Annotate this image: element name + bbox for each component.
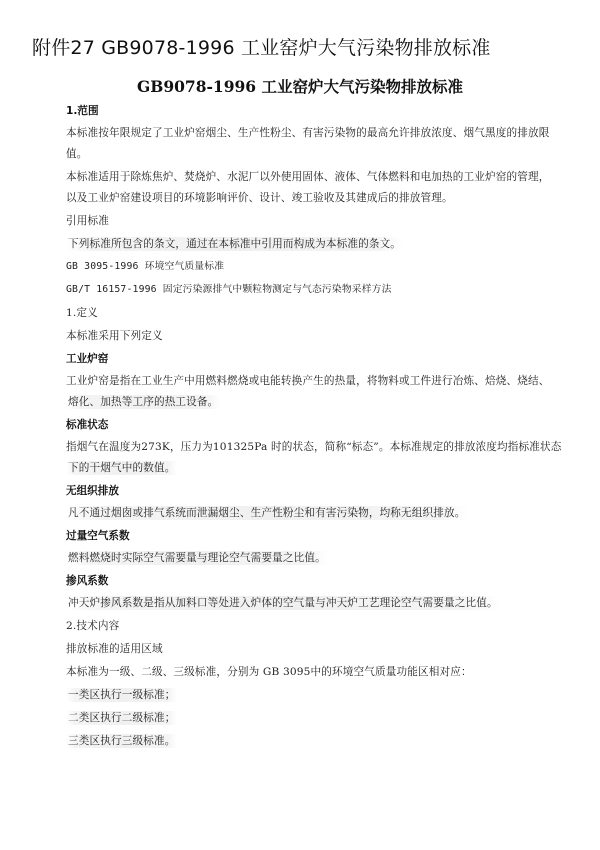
reference-item: GB/T 16157-1996 固定污染源排气中颗粒物测定与气态污染物采样方法 (66, 284, 392, 295)
list-item (66, 711, 546, 725)
term-definition-text: 凡不通过烟囱或排气系统而泄漏烟尘、生产性粉尘和有害污染物，均称无组织排放。 (68, 507, 466, 519)
term-definition-text: 冲天炉掺风系数是指从加料口等处进入炉体的空气量与冲天炉工艺理论空气需要量之比值。 (68, 597, 498, 609)
term-definition-text: 熔化、加热等工序的热工设备。 (68, 396, 219, 408)
section-heading-definitions: 1.定义 (66, 307, 98, 319)
term-title: 标准状态 (66, 419, 109, 431)
paragraph-line: 值。 (66, 148, 88, 160)
list-item-text: 三类区执行三级标准。 (68, 735, 176, 747)
list-item (66, 734, 546, 748)
paragraph-line: 本标准为一级、二级、三级标准，分别为 GB 3095中的环境空气质量功能区相对应： (66, 666, 472, 678)
subsection-title: 排放标准的适用区域 (66, 643, 163, 655)
section-heading-references: 引用标准 (66, 215, 109, 227)
paragraph-line: 本标准适用于除炼焦炉、焚烧炉、水泥厂以外使用固体、液体、气体燃料和电加热的工业炉窑的管理， (66, 171, 550, 183)
section-heading-technical: 2.技术内容 (66, 620, 120, 632)
paragraph-line: 以及工业炉窑建设项目的环境影响评价、设计、竣工验收及其建成后的排放管理。 (66, 192, 453, 204)
section-heading-scope: 1.范围 (66, 105, 99, 117)
term-definition-line (66, 551, 546, 565)
paragraph-line: 本标准按年限规定了工业炉窑烟尘、生产性粉尘、有害污染物的最高允许排放浓度、烟气黑度的排放限 (66, 127, 550, 139)
term-definition-text: 燃料燃烧时实际空气需要量与理论空气需要量之比值。 (68, 552, 326, 564)
term-title: 工业炉窑 (66, 353, 109, 365)
attachment-title: 附件27 GB9078-1996 工业窑炉大气污染物排放标准 (32, 37, 491, 59)
term-definition-text: 下的干烟气中的数值。 (68, 462, 176, 474)
reference-item: GB 3095-1996 环境空气质量标准 (66, 261, 225, 272)
document-body (66, 102, 562, 757)
term-definition-line (66, 461, 546, 475)
list-item-text: 二类区执行二级标准； (68, 712, 176, 724)
references-intro-text: 下列标准所包含的条文，通过在本标准中引用而构成为本标准的条文。 (68, 238, 402, 250)
term-definition-line (66, 596, 546, 610)
term-title: 无组织排放 (66, 485, 119, 497)
list-item (66, 688, 546, 702)
term-definition-line (66, 506, 546, 520)
references-intro (66, 237, 546, 251)
term-definition-line: 工业炉窑是指在工业生产中用燃料燃烧或电能转换产生的热量，将物料或工件进行冶炼、焙烧、烧结、 (66, 375, 550, 387)
term-definition-line: 指烟气在温度为273K，压力为101325Pa 时的状态，简称“标态”。本标准规定的排放浓度均指标准状态 (66, 441, 562, 453)
term-title: 过量空气系数 (66, 530, 130, 542)
document-title: GB9078-1996 工业窑炉大气污染物排放标准 (137, 77, 463, 96)
term-definition-line (66, 395, 546, 409)
list-item-text: 一类区执行一级标准； (68, 689, 176, 701)
term-title: 掺风系数 (66, 575, 109, 587)
definitions-intro: 本标准采用下列定义 (66, 330, 163, 342)
